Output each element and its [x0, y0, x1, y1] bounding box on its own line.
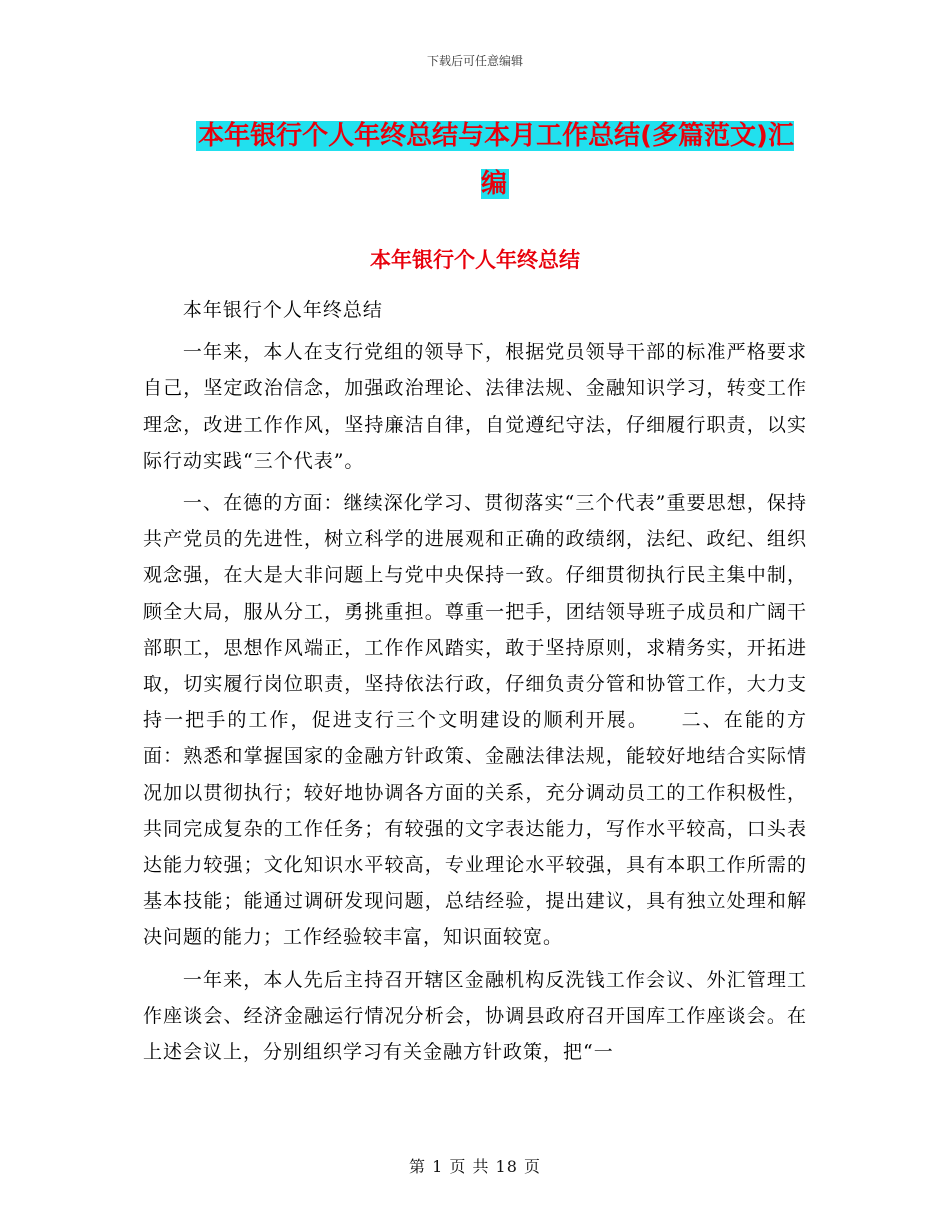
page-footer: 第 1 页 共 18 页: [409, 1157, 541, 1176]
paragraph: 本年银行个人年终总结: [182, 299, 383, 321]
section-heading: 本年银行个人年终总结: [370, 248, 580, 272]
paragraph: 一、在德的方面：继续深化学习、贯彻落实“三个代表”重要思想，保持共产党员的先进性，树立科学的进展观和正确的政绩纲，法纪、政纪、组织观念强，在大是大非问题上与党中央保持一致。仔细贯彻执行民主集中制，顾全大局，服从分工，勇挑重担。尊重一把手，团结领导班子成员和广阔干部职工，思想作风端正，工作作风踏实，敢于坚持原则，求精务实，开拓进取，切实履行岗位职责，坚持依法行政，仔细负责分管和协管工作，大力支持一把手的工作，促进支行三个文明建设的顺利开展。 二、在能的方面：熟悉和掌握国家的金融方针政策、金融法律法规，能较好地结合实际情况加以贯彻执行；较好地协调各方面的关系，充分调动员工的工作积极性，共同完成复杂的工作任务；有较强的文字表达能力，写作水平较高，口头表达能力较强；文化知识水平较高，专业理论水平较强，具有本职工作所需的基本技能；能通过调研发现问题，总结经验，提出建议，具有独立处理和解决问题的能力；工作经验较丰富，知识面较宽。: [143, 492, 807, 949]
document-title: [185, 112, 805, 208]
paragraph: 一年来，本人在支行党组的领导下，根据党员领导干部的标准严格要求自己，坚定政治信念，加强政治理论、法律法规、金融知识学习，转变工作理念，改进工作作风，坚持廉洁自律，自觉遵纪守法，仔细履行职责，以实际行动实践“三个代表”。: [143, 341, 807, 472]
document-title-text: 本年银行个人年终总结与本月工作总结(多篇范文)汇编: [198, 121, 794, 199]
page-header-note: 下载后可任意编辑: [426, 54, 523, 68]
paragraph: 一年来，本人先后主持召开辖区金融机构反洗钱工作会议、外汇管理工作座谈会、经济金融运行情况分析会，协调县政府召开国库工作座谈会。在上述会议上，分别组织学习有关金融方针政策，把“一: [143, 968, 807, 1064]
document-body: [143, 292, 807, 1076]
